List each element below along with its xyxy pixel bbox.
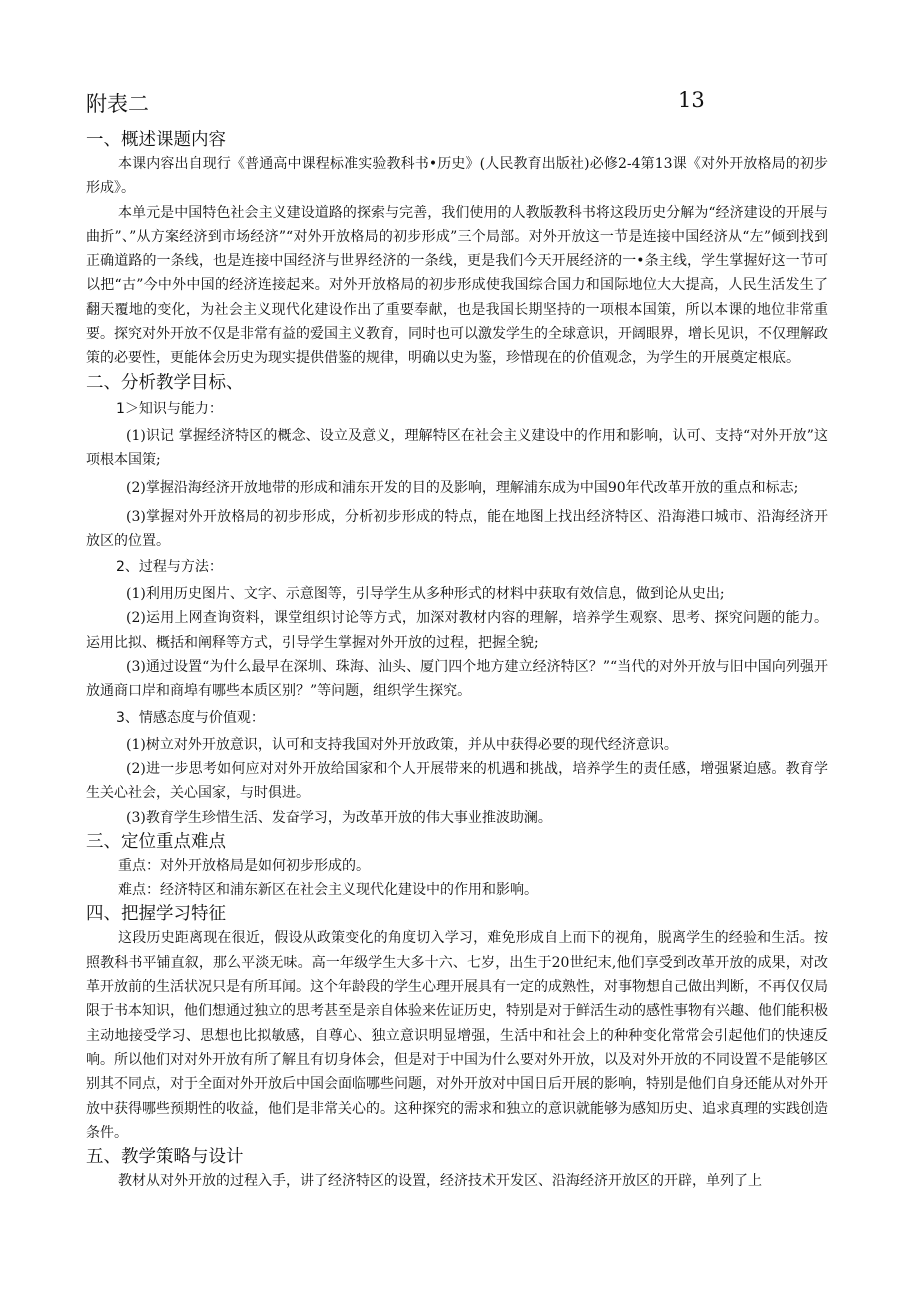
section-heading-overview: 一、概述课题内容: [86, 130, 226, 150]
appendix-title: 附表二: [86, 92, 149, 116]
list-item: (1)识记 掌握经济特区的概念、设立及意义，理解特区在社会主义建设中的作用和影响，认可、支持“对外开放”这项根本国策;: [86, 427, 828, 468]
list-item: (2)掌握沿海经济开放地带的形成和浦东开发的目的及影响，理解浦东成为中国90年代改革开放的重点和标志;: [126, 480, 799, 497]
subsection-title: 1＞知识与能力：: [116, 400, 223, 417]
section-heading-key-points: 三、定位重点难点: [86, 831, 226, 852]
subsection-title: 2、过程与方法：: [116, 559, 223, 576]
paragraph: 本单元是中国特色社会主义建设道路的探索与完善，我们使用的人教版教科书将这段历史分解为“经济建设的开展与曲折”、”从方案经济到市场经济”“对外开放格局的初步形成”三个局部。对外开放这一节是连接中国经济从“左”倾到找到正确道路的一条线，也是连接中国经济与世界经济的一条线，更是我们今天开展经济的一•条主线，学生掌握好这一节可以把“古”今中外中国的经济连接起来。对外开放格局的初步形成使我国综合国力和国际地位大大提高，人民生活发生了翻天覆地的变化，为社会主义现代化建设作出了重要奉献，也是我国长期坚持的一项根本国策，所以本课的地位非常重要。探究对外开放不仅是非常有益的爱国主义教育，同时也可以激发学生的全球意识，开阔眼界，增长见识，不仅理解政策的必要性，更能体会历史为现实提供借鉴的规律，明确以史为鉴，珍惜现在的价值观念，为学生的开展奠定根底。: [86, 204, 828, 367]
list-item: (2)运用上网查询资料，课堂组织讨论等方式，加深对教材内容的理解，培养学生观察、思考、探究问题的能力。运用比拟、概括和阐释等方式，引导学生掌握对外开放的过程，把握全貌;: [86, 610, 828, 651]
paragraph: 本课内容出自现行《普通高中课程标准实验教科书•历史》(人民教育出版社)必修2-4第13课《对外开放格局的初步形成》。: [86, 156, 828, 197]
paragraph: 教材从对外开放的过程入手，讲了经济特区的设置，经济技术开发区、沿海经济开放区的开辟，单列了上: [118, 1173, 762, 1190]
lesson-number: 13: [678, 88, 705, 112]
document-page: [86, 88, 828, 1193]
key-point-label: 重点：: [118, 857, 160, 874]
key-point-line: [86, 854, 828, 878]
subsection-title: 3、情感态度与价值观：: [116, 709, 265, 726]
list-item: (3)通过设置“为什么最早在深圳、珠海、汕头、厦门四个地方建立经济特区？”“当代的对外开放与旧中国向列强开放通商口岸和商埠有哪些本质区别？”等问题，组织学生探究。: [86, 659, 828, 700]
difficulty-label: 难点：: [118, 882, 160, 899]
difficulty-text: 经济特区和浦东新区在社会主义现代化建设中的作用和影响。: [160, 882, 538, 899]
section-heading-learning-features: 四、把握学习特征: [86, 904, 226, 925]
list-item: (3)掌握对外开放格局的初步形成，分析初步形成的特点，能在地图上找出经济特区、沿海港口城市、沿海经济开放区的位置。: [86, 508, 828, 549]
difficulty-line: [86, 878, 828, 902]
section-heading-objectives: 二、分析教学目标、: [86, 372, 244, 393]
key-point-text: 对外开放格局是如何初步形成的。: [160, 857, 370, 874]
paragraph: 这段历史距离现在很近，假设从政策变化的角度切入学习，难免形成自上而下的视角，脱离学生的经验和生活。按照教科书平铺直叙，那么平淡无味。高一年级学生大多十六、七岁，出生于20世纪末,他们享受到改革开放的成果，对改革开放前的生活状况只是有所耳闻。这个年龄段的学生心理开展具有一定的成熟性，对事物想自己做出判断，不再仅仅局限于书本知识，他们想通过独立的思考甚至是亲自体验来佐证历史，特别是对于鲜活生动的感性事物有兴趣、他们能积极主动地接受学习、思想也比拟敏感，自尊心、独立意识明显增强，生活中和社会上的种种变化常常会引起他们的快速反响。所以他们对对外开放有所了解且有切身体会，但是对于中国为什么要对外开放，以及对外开放的不同设置不是能够区别其不同点，对于全面对外开放后中国会面临哪些问题，对外开放对中国日后开展的影响，特别是他们自身还能从对外开放中获得哪些预期性的收益，他们是非常关心的。这种探究的需求和独立的意识就能够为感知历史、追求真理的实践创造条件。: [86, 930, 828, 1141]
page-header: [86, 88, 828, 128]
list-item: (2)进一步思考如何应对对外开放给国家和个人开展带来的机遇和挑战，培养学生的责任感，增强紧迫感。教育学生关心社会，关心国家，与时俱进。: [86, 760, 828, 802]
section-heading-strategy: 五、教学策略与设计: [86, 1147, 244, 1168]
list-item: (1)利用历史图片、文字、示意图等，引导学生从多种形式的材料中获取有效信息，做到论从史出;: [126, 586, 725, 603]
list-item: (3)教育学生珍惜生活、发奋学习，为改革开放的伟大事业推波助澜。: [126, 809, 552, 826]
list-item: (1)树立对外开放意识，认可和支持我国对外开放政策，并从中获得必要的现代经济意识。: [126, 736, 678, 753]
